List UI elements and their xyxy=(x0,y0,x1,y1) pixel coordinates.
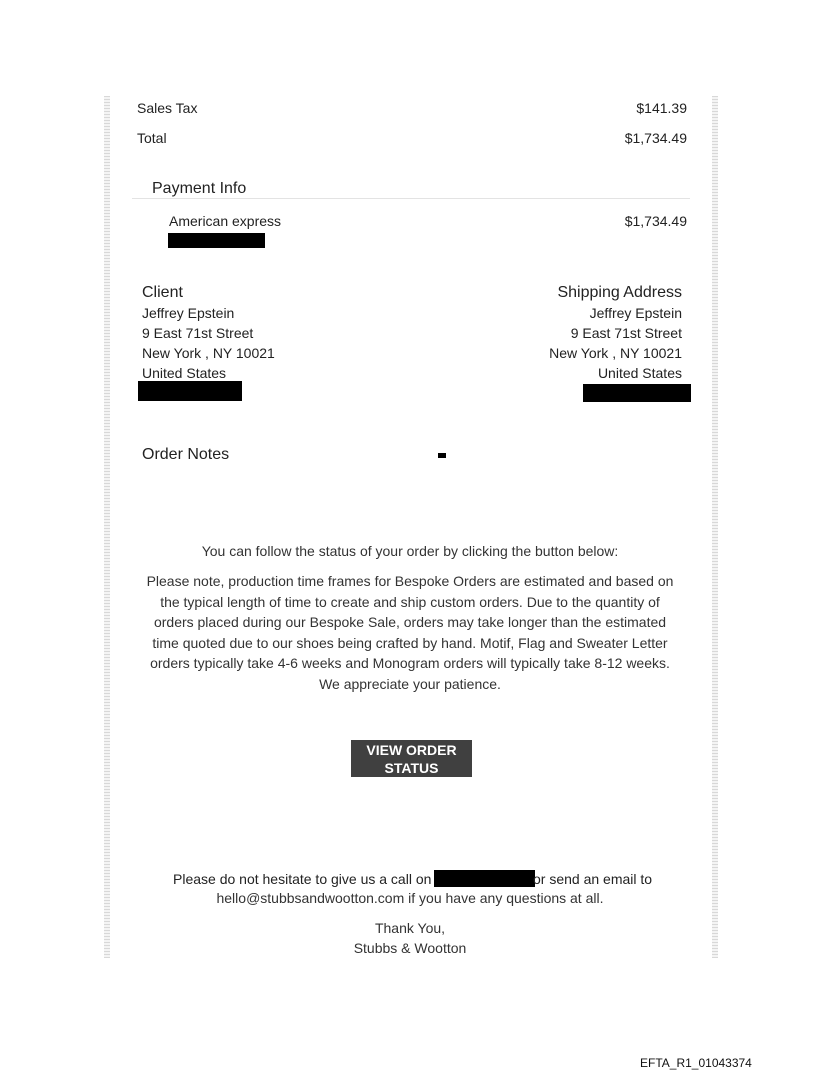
redaction-shipping-phone xyxy=(583,384,691,402)
redaction-phone-number xyxy=(434,870,535,887)
production-note-text: Please note, production time frames for Bespoke Orders are estimated and based on the typical length of time to create and ship custom orders. Due to the quantity of orders placed during our Bespoke Sale, orders may take longer than the estimated time quoted due to our shoes being crafted by hand. Motif, Flag and Sweater Letter orders typically take 4-6 weeks and Monogram orders will typically take 8-12 weeks. We appreciate your patience. xyxy=(146,573,674,692)
shipping-heading: Shipping Address xyxy=(557,284,682,301)
order-notes-heading: Order Notes xyxy=(142,446,230,463)
view-order-status-button[interactable]: VIEW ORDER STATUS xyxy=(351,740,472,777)
sales-tax-value: $141.39 xyxy=(636,100,687,116)
shipping-street: 9 East 71st Street xyxy=(570,325,682,341)
shipping-country: United States xyxy=(597,365,682,381)
contact-email-text: or send an email to xyxy=(533,871,653,887)
client-city: New York , NY 10021 xyxy=(142,345,275,361)
shipping-city: New York , NY 10021 xyxy=(549,345,682,361)
client-street: 9 East 71st Street xyxy=(142,325,254,341)
left-page-border xyxy=(104,96,110,958)
contact-call-text: Please do not hesitate to give us a call on xyxy=(173,871,432,887)
total-value: $1,734.49 xyxy=(624,130,687,146)
client-name: Jeffrey Epstein xyxy=(142,305,235,321)
sales-tax-label: Sales Tax xyxy=(137,100,198,116)
contact-email-line: hello@stubbsandwootton.com if you have any questions at all. xyxy=(216,890,604,906)
company-name: Stubbs & Wootton xyxy=(353,940,467,956)
total-label: Total xyxy=(137,130,167,146)
redaction-card-number xyxy=(168,233,265,248)
client-heading: Client xyxy=(142,284,183,301)
document-id: EFTA_R1_01043374 xyxy=(640,1056,752,1070)
right-page-border xyxy=(712,96,718,958)
payment-info-heading: Payment Info xyxy=(152,180,247,197)
payment-method: American express xyxy=(169,213,282,229)
redaction-client-phone xyxy=(138,381,242,401)
payment-amount: $1,734.49 xyxy=(624,213,687,229)
thank-you-text: Thank You, xyxy=(374,920,446,936)
payment-divider xyxy=(132,198,690,199)
client-country: United States xyxy=(142,365,227,381)
status-intro-text: You can follow the status of your order by clicking the button below: xyxy=(201,543,619,559)
redaction-order-notes xyxy=(438,453,446,458)
shipping-name: Jeffrey Epstein xyxy=(589,305,682,321)
